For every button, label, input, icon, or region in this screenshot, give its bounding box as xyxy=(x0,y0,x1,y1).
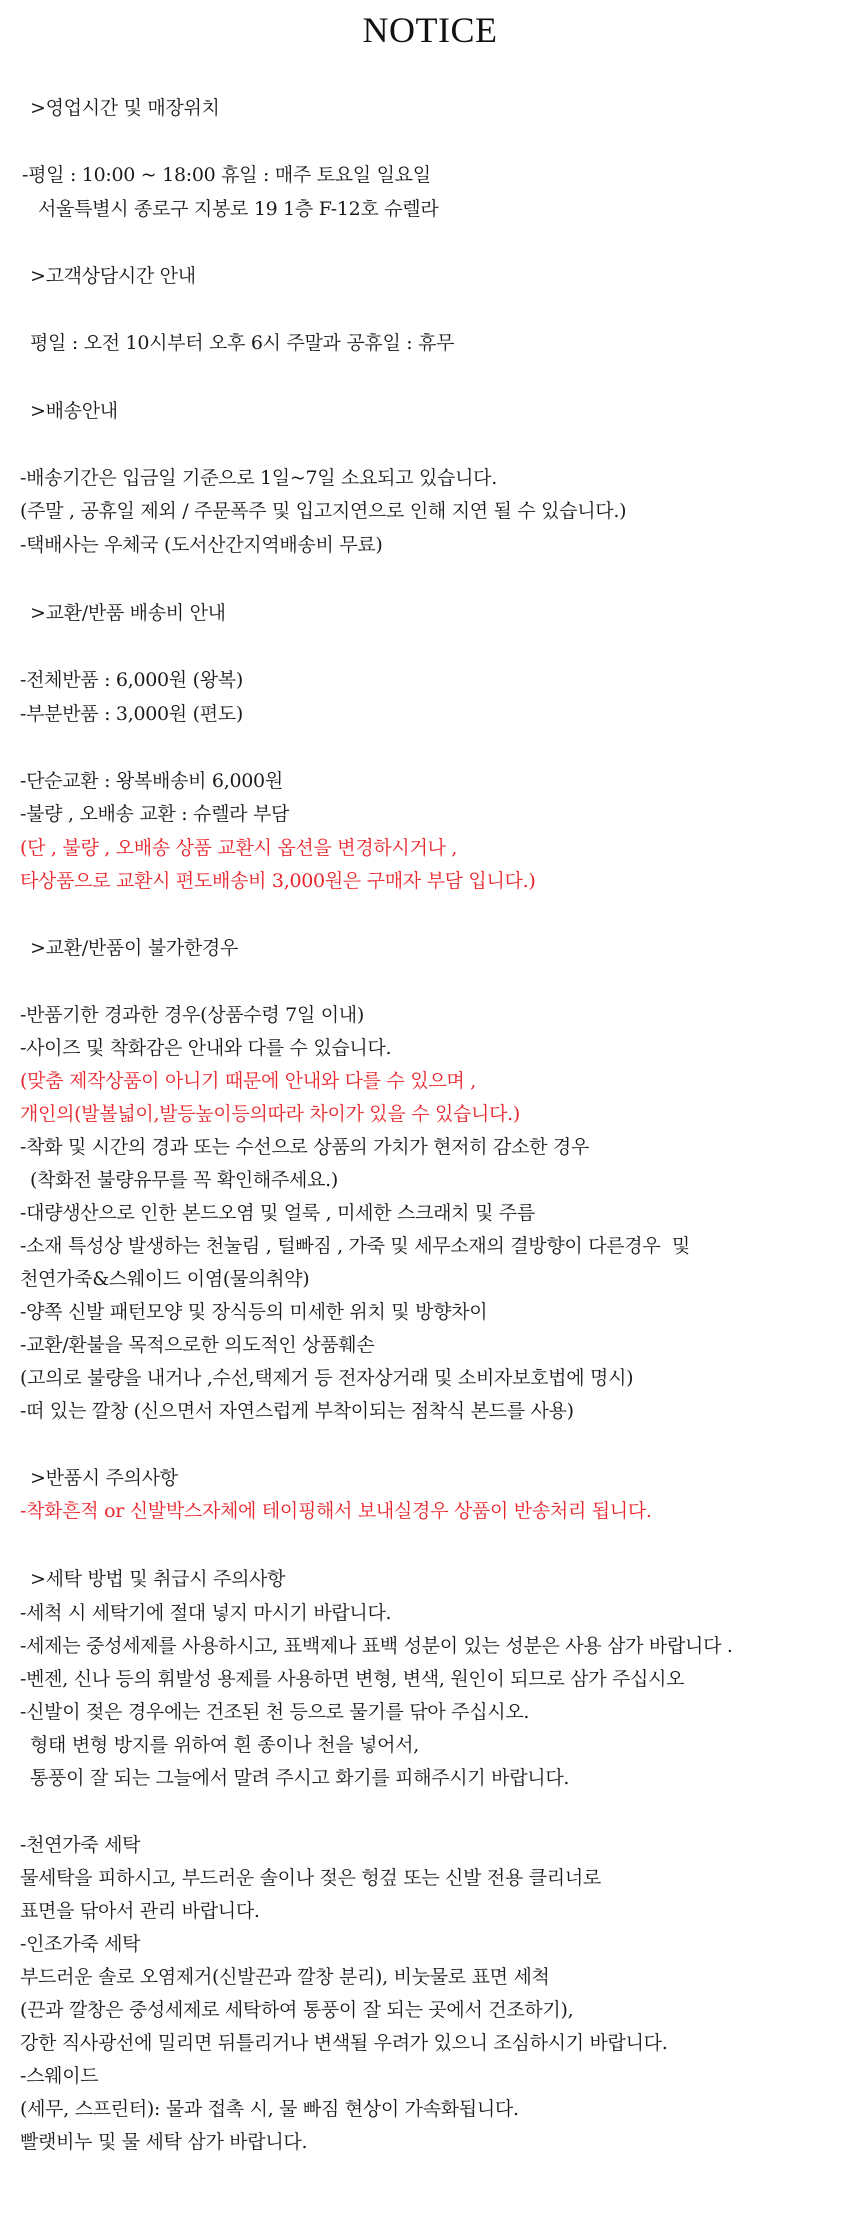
notice-line-store-address: 서울특별시 종로구 지봉로 19 1층 F-12호 슈렐라 xyxy=(38,198,439,220)
notice-line-worn-items: -착화 및 시간의 경과 또는 수선으로 상품의 가치가 현저히 감소한 경우 xyxy=(20,1136,590,1158)
notice-line-simple-exchange-fee: -단순교환 : 왕복배송비 6,000원 xyxy=(20,770,283,792)
notice-line-mass-production: -대량생산으로 인한 본드오염 및 얼룩 , 미세한 스크래치 및 주름 xyxy=(20,1202,535,1224)
notice-line-no-washer: -세척 시 세탁기에 절대 넣지 마시기 바랍니다. xyxy=(20,1602,392,1624)
notice-line-partial-return-fee: -부분반품 : 3,000원 (편도) xyxy=(20,703,243,725)
notice-line-shade-dry: 통풍이 잘 되는 그늘에서 말려 주시고 화기를 피해주시기 바랍니다. xyxy=(30,1767,570,1789)
notice-line-period-exceeded: -반품기한 경과한 경우(상품수령 7일 이내) xyxy=(20,1004,364,1026)
notice-line-suede-2: 빨랫비누 및 물 세탁 삼가 바랍니다. xyxy=(20,2131,308,2153)
notice-line-washing-heading: >세탁 방법 및 취급시 주의사항 xyxy=(30,1568,286,1590)
page-title: NOTICE xyxy=(362,10,498,50)
notice-line-detergent: -세제는 중성세제를 사용하시고, 표백제나 표백 성분이 있는 성분은 사용 삼가 바랍니다 . xyxy=(20,1635,733,1657)
notice-line-size-fit: -사이즈 및 착화감은 안내와 다를 수 있습니다. xyxy=(20,1037,392,1059)
notice-line-synthetic-3: 강한 직사광선에 밀리면 뒤틀리거나 변색될 우려가 있으니 조심하시기 바랍니다. xyxy=(20,2032,668,2054)
notice-line-fit-note-1: (맞춤 제작상품이 아니기 때문에 안내와 다를 수 있으며 , xyxy=(20,1070,476,1092)
notice-line-law-note: (고의로 불량을 내거나 ,수선,택제거 등 전자상거래 및 소비자보호법에 명시) xyxy=(20,1367,634,1389)
notice-line-return-caution-heading: >반품시 주의사항 xyxy=(30,1467,178,1489)
notice-line-pattern-diff: -양쪽 신발 패턴모양 및 장식등의 미세한 위치 및 방향차이 xyxy=(20,1301,488,1323)
notice-line-option-change-note-2: 타상품으로 교환시 편도배송비 3,000원은 구매자 부담 입니다.) xyxy=(20,870,536,892)
notice-line-suede-heading: -스웨이드 xyxy=(20,2065,99,2087)
notice-line-synthetic-1: 부드러운 솔로 오염제거(신발끈과 깔창 분리), 비눗물로 표면 세척 xyxy=(20,1966,550,1988)
notice-line-cs-hours: 평일 : 오전 10시부터 오후 6시 주말과 공휴일 : 휴무 xyxy=(30,332,455,354)
notice-line-shape-keep: 형태 변형 방지를 위하여 흰 종이나 천을 넣어서, xyxy=(30,1734,419,1756)
notice-line-hours-weekday: -평일 : 10:00 ~ 18:00 휴일 : 매주 토요일 일요일 xyxy=(22,164,431,186)
notice-line-material-2: 천연가죽&스웨이드 이염(물의취약) xyxy=(20,1268,310,1290)
notice-line-solvents: -벤젠, 신나 등의 휘발성 용제를 사용하면 변형, 변색, 원인이 되므로 삼가 주십시오 xyxy=(20,1668,685,1690)
notice-line-insole: -떠 있는 깔창 (신으면서 자연스럽게 부착이되는 점착식 본드를 사용) xyxy=(20,1400,574,1422)
notice-line-check-defects: (착화전 불량유무를 꼭 확인해주세요.) xyxy=(30,1169,338,1191)
notice-line-wet-shoes: -신발이 젖은 경우에는 건조된 천 등으로 물기를 닦아 주십시오. xyxy=(20,1701,530,1723)
notice-line-cs-heading: >고객상담시간 안내 xyxy=(30,265,196,287)
notice-line-material-1: -소재 특성상 발생하는 천눌림 , 털빠짐 , 가죽 및 세무소재의 결방향이 다른경우 및 xyxy=(20,1235,690,1257)
notice-line-full-return-fee: -전체반품 : 6,000원 (왕복) xyxy=(20,669,243,691)
notice-line-not-allowed-heading: >교환/반품이 불가한경우 xyxy=(30,937,239,959)
notice-line-natural-leather-2: 표면을 닦아서 관리 바랍니다. xyxy=(20,1900,260,1922)
notice-line-defect-exchange: -불량 , 오배송 교환 : 슈렐라 부담 xyxy=(20,803,290,825)
notice-line-shipping-delay-note: (주말 , 공휴일 제외 / 주문폭주 및 입고지연으로 인해 지연 될 수 있습니다.) xyxy=(20,500,627,522)
notice-line-shipping-period: -배송기간은 입금일 기준으로 1일~7일 소요되고 있습니다. xyxy=(20,467,497,489)
notice-line-option-change-note-1: (단 , 불량 , 오배송 상품 교환시 옵션을 변경하시거나 , xyxy=(20,837,458,859)
notice-line-return-fee-heading: >교환/반품 배송비 안내 xyxy=(30,602,226,624)
notice-line-natural-leather-1: 물세탁을 피하시고, 부드러운 솔이나 젖은 헝겊 또는 신발 전용 클리너로 xyxy=(20,1867,601,1889)
notice-line-natural-leather-heading: -천연가죽 세탁 xyxy=(20,1834,141,1856)
notice-line-hours-heading: >영업시간 및 매장위치 xyxy=(30,97,220,119)
notice-line-intentional-damage: -교환/환불을 목적으로한 의도적인 상품훼손 xyxy=(20,1334,375,1356)
notice-line-fit-note-2: 개인의(발볼넓이,발등높이등의따라 차이가 있을 수 있습니다.) xyxy=(20,1103,521,1125)
notice-line-synthetic-heading: -인조가죽 세탁 xyxy=(20,1933,141,1955)
notice-line-shipping-heading: >배송안내 xyxy=(30,400,118,422)
notice-line-suede-1: (세무, 스프린터): 물과 접촉 시, 물 빠짐 현상이 가속화됩니다. xyxy=(20,2098,519,2120)
notice-line-courier: -택배사는 우체국 (도서산간지역배송비 무료) xyxy=(20,534,383,556)
notice-line-return-caution: -착화흔적 or 신발박스자체에 테이핑해서 보내실경우 상품이 반송처리 됩니다. xyxy=(20,1500,652,1522)
notice-line-synthetic-2: (끈과 깔창은 중성세제로 세탁하여 통풍이 잘 되는 곳에서 건조하기), xyxy=(20,1999,574,2021)
